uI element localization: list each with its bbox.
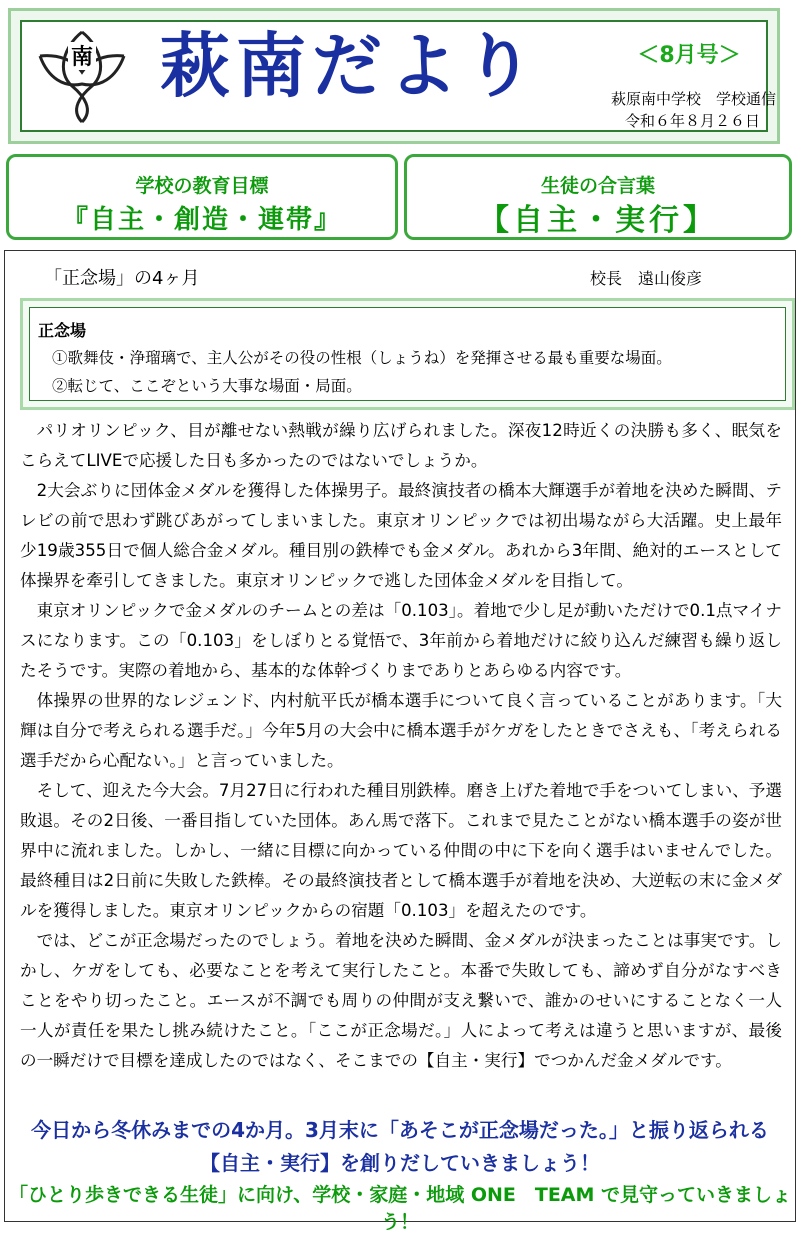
article-body xyxy=(20,416,782,1076)
closing-line: 今日から冬休みまでの4か月。3月末に「あそこが正念場だった。」と振り返られる xyxy=(31,1118,769,1142)
definition-title: 正念場 xyxy=(38,321,87,340)
education-goal-box xyxy=(6,154,398,240)
article-title: 「正念場」の4ヶ月 xyxy=(44,268,200,289)
paragraph: では、どこが正念場だったのでしょう。着地を決めた瞬間、金メダルが決まったことは事実です。しかし、ケガをしても、必要なことを考えて実行したこと。本番で失敗しても、諦めず自分がなすべきことをやり切ったこと。エースが不調でも周りの仲間が支え繋いで、誰かのせいにすることなく一人一人が責任を果たし挑み続けたこと。「ここが正念場だ。」人によって考えは違うと思いますが、最後の一瞬だけで目標を達成したのではなく、そこまでの【自主・実行】でつかんだ金メダルです。 xyxy=(20,931,782,1070)
student-motto-value: 【自主・実行】 xyxy=(479,203,717,238)
paragraph: 2大会ぶりに団体金メダルを獲得した体操男子。最終演技者の橋本大輝選手が着地を決めた瞬間、テレビの前で思わず跳びあがってしまいました。東京オリンピックでは初出場ながら大活躍。史上最年少19歳355日で個人総合金メダル。種目別の鉄棒でも金メダル。あれから3年間、絶対的エースとして体操界を牽引してきました。東京オリンピックで逃した団体金メダルを目指して。 xyxy=(20,481,782,590)
emblem-char: 南 xyxy=(70,45,94,70)
newsletter-title: 萩南だより xyxy=(160,25,540,107)
paragraph: そして、迎えた今大会。7月27日に行われた種目別鉄棒。磨き上げた着地で手をついてしまい、予選敗退。その2日後、一番目指していた団体。あん馬で落下。これまで見たことがない橋本選手の姿が世界中に流れました。しかし、一緒に目標に向かっている仲間の中に下を向く選手はいませんでした。最終種目は2日前に失敗した鉄棒。その最終演技者として橋本選手が着地を決め、大逆転の末に金メダルを獲得しました。東京オリンピックからの宿題「0.103」を超えたのです。 xyxy=(20,781,782,920)
issue-label: ＜8月号＞ xyxy=(637,43,741,68)
issue-date: 令和６年８月２６日 xyxy=(624,112,760,130)
paragraph: 体操界の世界的なレジェンド、内村航平氏が橋本選手について良く言っていることがあります。「大輝は自分で考えられる選手だ。」今年5月の大会中に橋本選手がケガをしたときでさえも、「考えられる選手だから心配ない。」と言っていました。 xyxy=(20,691,782,770)
paragraph: パリオリンピック、目が離せない熱戦が繰り広げられました。深夜12時近くの決勝も多く、眠気をこらえてLIVEで応援した日も多かったのではないでしょうか。 xyxy=(20,421,782,470)
article-author: 校長 遠山俊彦 xyxy=(590,269,703,288)
closing-slogan: 「ひとり歩きできる生徒」に向け、学校・家庭・地域 ONE TEAM で見守っていきましょう！ xyxy=(8,1184,792,1233)
student-motto-box xyxy=(404,154,792,240)
education-goal-value: 『自主・創造・連帯』 xyxy=(61,205,342,235)
closing-line: 【自主・実行】を創りだしていきましょう！ xyxy=(200,1151,600,1175)
school-emblem-icon xyxy=(34,26,130,126)
definition-item: ②転じて、ここぞという大事な場面・局面。 xyxy=(52,377,362,395)
school-name: 萩原南中学校 学校通信 xyxy=(610,90,776,108)
paragraph: 東京オリンピックで金メダルのチームとの差は「0.103」。着地で少し足が動いただけで0.1点マイナスになります。この「0.103」をしぼりとる覚悟で、3年前から着地だけに絞り込んだ練習も繰り返したそうです。実際の着地から、基本的な体幹づくりまでありとあらゆる内容です。 xyxy=(20,601,782,680)
student-motto-label: 生徒の合言葉 xyxy=(540,175,655,197)
education-goal-label: 学校の教育目標 xyxy=(135,175,269,197)
definition-item: ①歌舞伎・浄瑠璃で、主人公がその役の性根（しょうね）を発揮させる最も重要な場面。 xyxy=(52,349,672,367)
